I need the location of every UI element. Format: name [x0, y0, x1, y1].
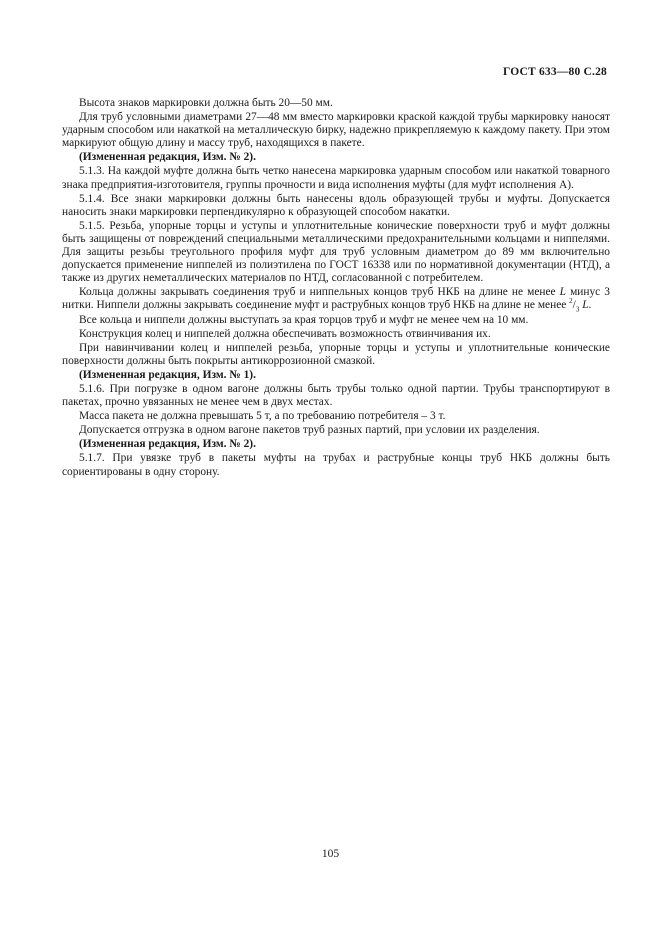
fraction: $^2/_3$: [569, 297, 580, 314]
paragraph: Масса пакета не должна превышать 5 т, а по требованию потребителя – 3 т.: [79, 410, 446, 423]
ring-text-part1: Кольца должны закрывать соединения труб и ниппельных концов труб НКБ на длине не менее: [79, 286, 560, 299]
variable-l: L: [582, 299, 589, 312]
document-header: ГОСТ 633—80 С.28: [503, 66, 607, 78]
paragraph: При навинчивании колец и ниппелей резьба, упорные торцы и уступы и уплотнительные конические поверхности должны быть покрыты антикоррозионной смазкой.: [62, 341, 610, 367]
paragraph: 5.1.5. Резьба, упорные торцы и уступы и уплотнительные конические поверхности труб и муфт должны быть защищены от повреждений специальными металлическими предохранительными кольцами и ниппелями. Для защиты резьбы треугольного профиля муфт для труб условным диаметром до 89 мм включительно допускается применение ниппелей из полиэтилена по ГОСТ 16338 или по нормативной документации (НТД), а также из других неметаллических материалов по НТД, согласованной с потребителем.: [62, 219, 610, 285]
paragraph: 5.1.3. На каждой муфте должна быть четко нанесена маркировка ударным способом или накаткой товарного знака предприятия-изготовителя, группы прочности и вида исполнения муфты (для муфт исполнения А).: [62, 165, 610, 191]
ring-text-part3: .: [588, 299, 592, 312]
ring-text-part2: минус 3 нитки. Ниппели должны закрывать соединение муфт и раструбных концов труб НКБ на длине не менее: [62, 286, 610, 312]
amendment-note: (Измененная редакция, Изм. № 2).: [79, 438, 256, 451]
paragraph: Для труб условными диаметрами 27—48 мм вместо маркировки краской каждой трубы маркировку наносят ударным способом или накаткой на металлическую бирку, надежно прикрепляемую к каждому пакету. При этом маркируют общую длину и массу труб, находящихся в пакете.: [62, 111, 610, 150]
amendment-note: (Измененная редакция, Изм. № 2).: [79, 151, 256, 164]
variable-l: L: [559, 286, 567, 299]
page-number: 105: [321, 848, 340, 860]
paragraph: Конструкция колец и ниппелей должна обеспечивать возможность отвинчивания их.: [79, 327, 491, 340]
ring-paragraph: [62, 286, 610, 312]
paragraph: Все кольца и ниппели должны выступать за края торцов труб и муфт не менее чем на 10 мм.: [79, 313, 529, 326]
paragraph: Допускается отгрузка в одном вагоне пакетов труб разных партий, при условии их разделения.: [79, 424, 540, 437]
paragraph-group-2: [62, 314, 610, 479]
paragraph: 5.1.7. При увязке труб в пакеты муфты на трубах и раструбные концы труб НКБ должны быть сориентированы в одну сторону.: [62, 452, 610, 478]
paragraph: Высота знаков маркировки должна быть 20—50 мм.: [79, 97, 333, 109]
fraction-denominator: 3: [575, 305, 580, 314]
paragraph-group-1: [62, 97, 610, 285]
fraction-numerator: 2: [569, 297, 573, 306]
paragraph: 5.1.6. При погрузке в одном вагоне должны быть трубы только одной партии. Трубы транспортируют в пакетах, прочно увязанных не менее чем в двух местах.: [62, 382, 610, 409]
paragraph: 5.1.4. Все знаки маркировки должны быть нанесены вдоль образующей трубы и муфты. Допускается наносить знаки маркировки перпендикулярно к образующей способом накатки.: [62, 192, 610, 218]
document-body: [62, 97, 610, 480]
amendment-note: (Измененная редакция, Изм. № 1).: [79, 368, 256, 381]
